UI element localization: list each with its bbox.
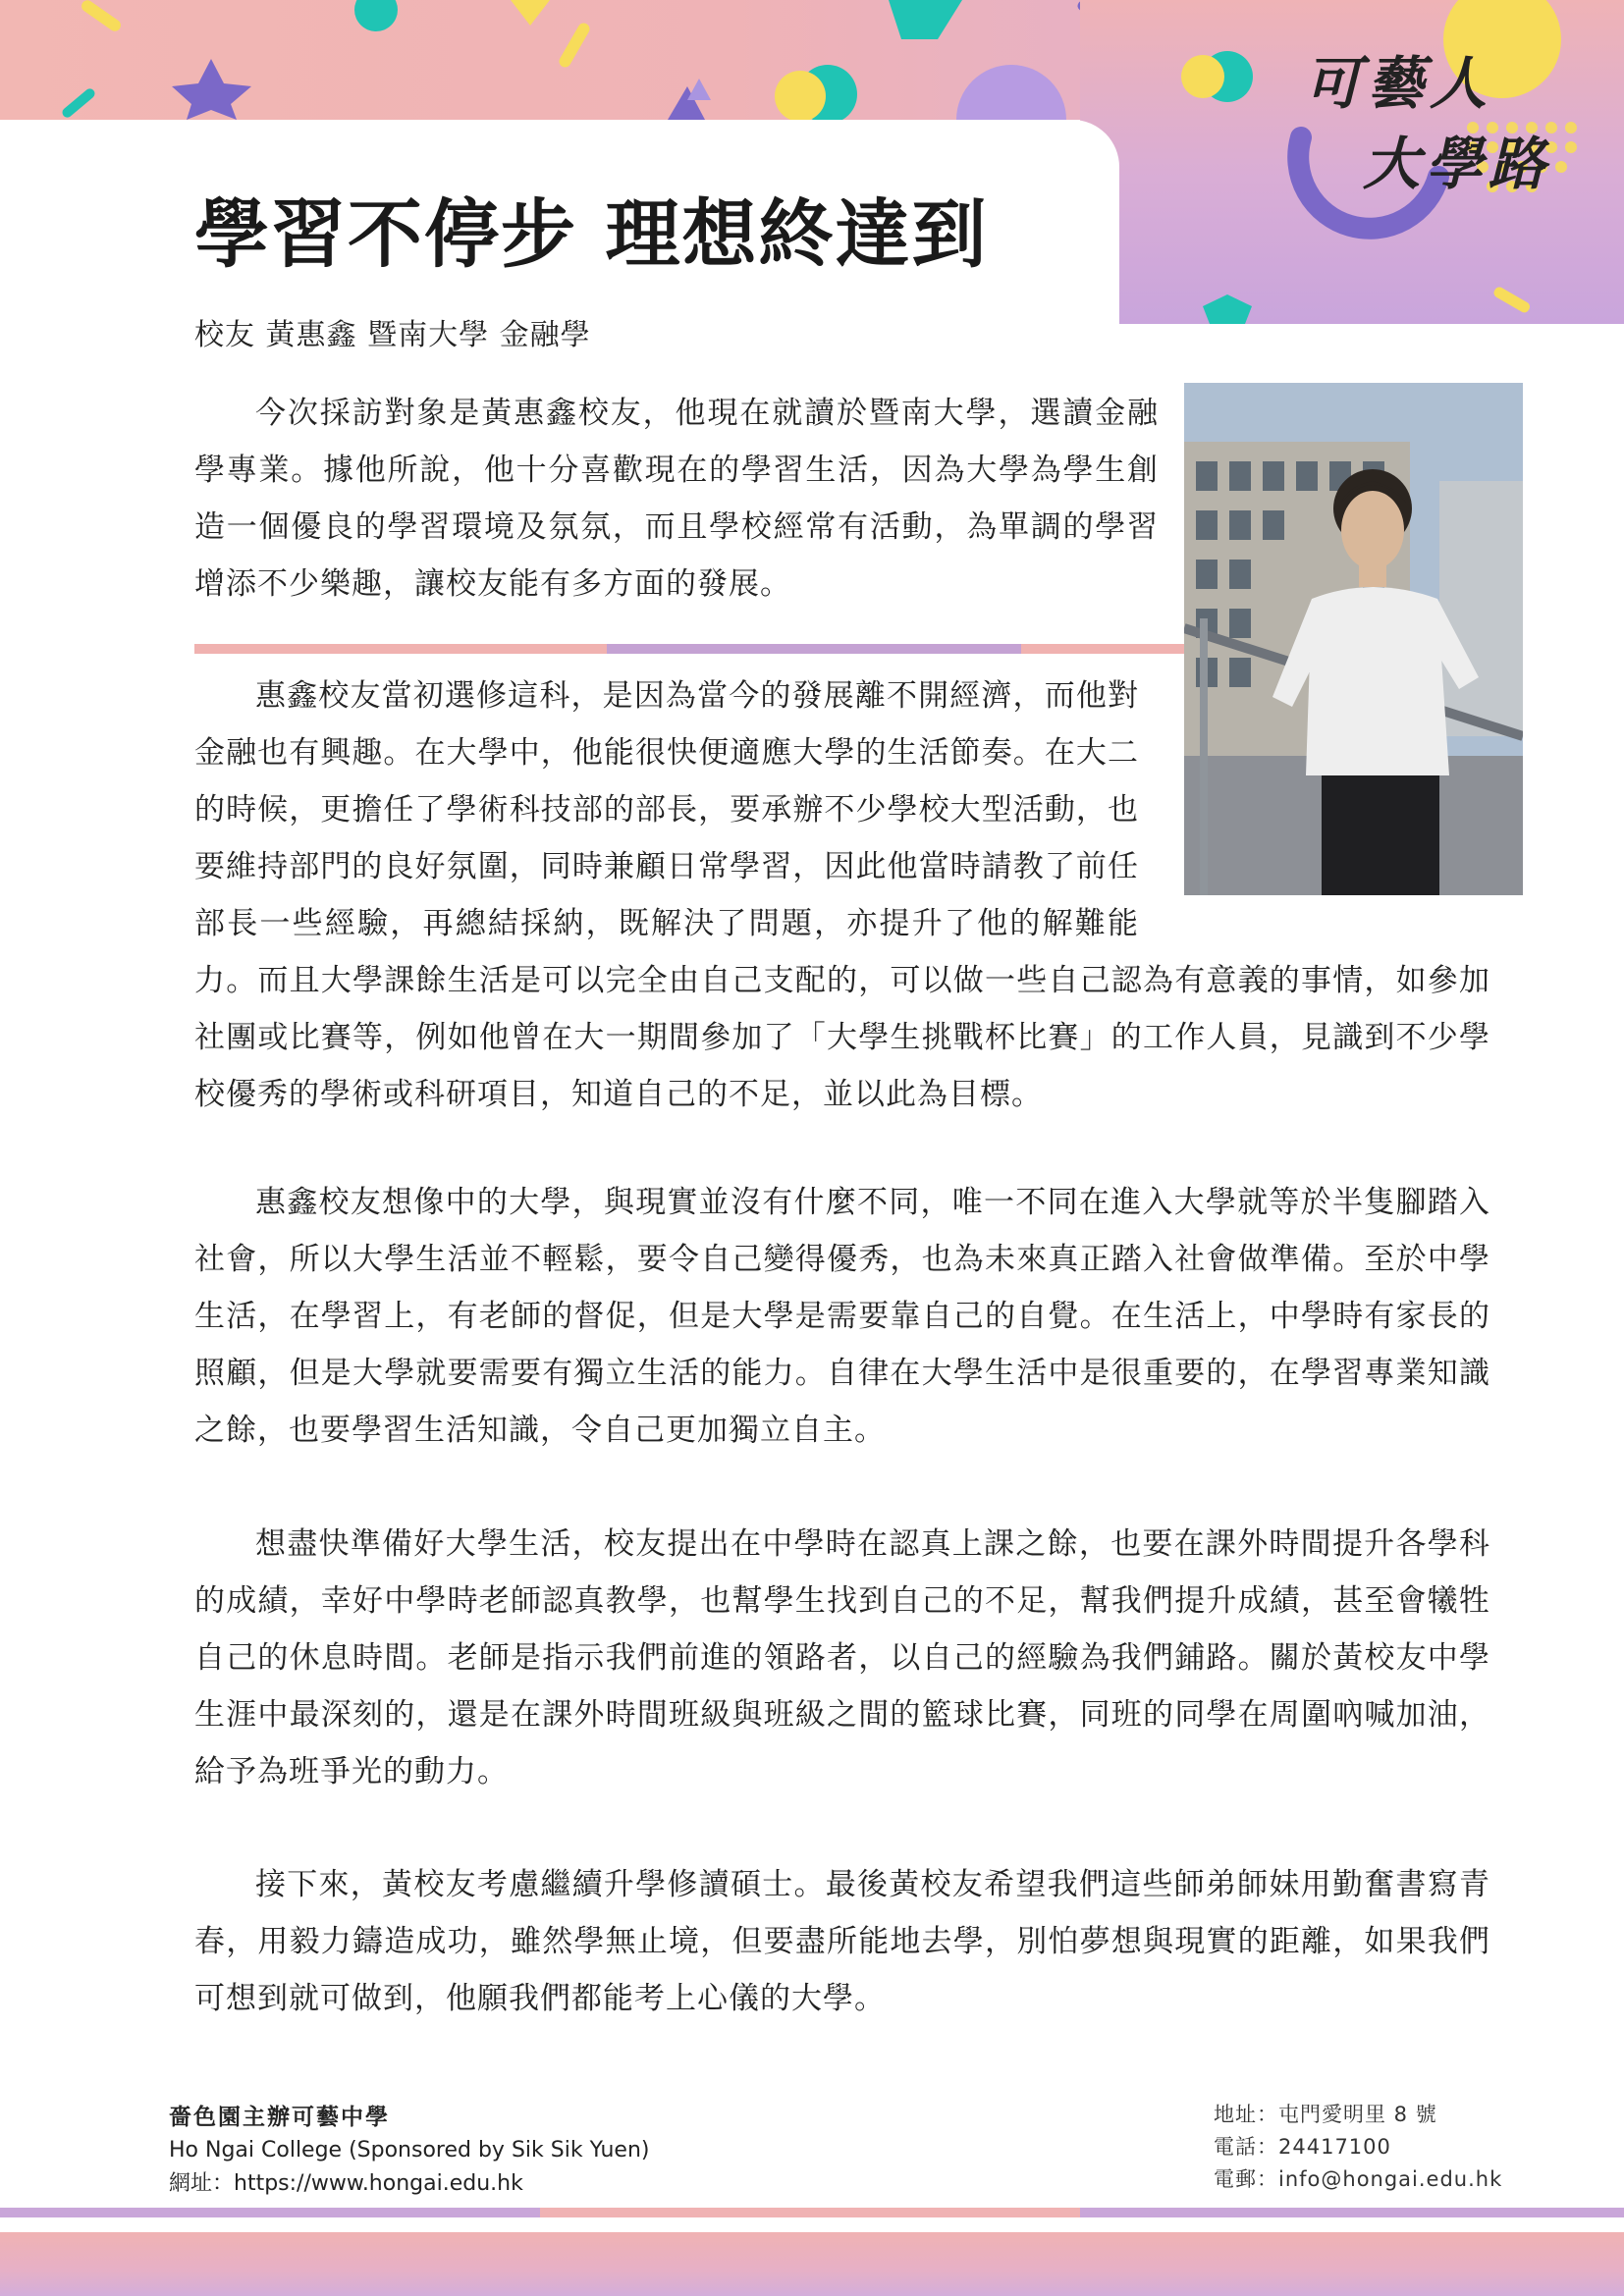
paragraph-4: 想盡快準備好大學生活，校友提出在中學時在認真上課之餘，也要在課外時間提升各學科的成績，幸好中學時老師認真教學，也幫學生找到自己的不足，幫我們提升成績，甚至會犧牲自己的休息時間。老師是指示我們前進的領路者，以自己的經驗為我們鋪路。關於黃校友中學生涯中最深刻的，還是在課外時間班級與班級之間的籃球比賽，同班的同學在周圍吶喊加油，給予為班爭光的動力。 [194, 1526, 1490, 1789]
footer-address: 地址：屯門愛明里 8 號 [1214, 2103, 1437, 2126]
paragraph-2: 惠鑫校友當初選修這科，是因為當今的發展離不開經濟，而他對金融也有興趣。在大學中，他能很快便適應大學的生活節奏。在大二的時候，更擔任了學術科技部的部長，要承辦不少學校大型活動，也要維持部門的良好氛圍，同時兼顧日常學習，因此他當時請教了前任部長一些經驗，再總結採納，既解決了問題，亦提升了他的解難能力。而且大學課餘生活是可以完全由自己支配的，可以做一些自己認為有意義的事情，如參加社團或比賽等，例如他曾在大一期間參加了「大學生挑戰杯比賽」的工作人員，見識到不少學校優秀的學術或科研項目，知道自己的不足，並以此為目標。 [194, 678, 1490, 1112]
section-divider [194, 644, 1184, 654]
footer-email[interactable]: 電郵：info@hongai.edu.hk [1214, 2167, 1503, 2191]
logo-text-line2: 大學路 [1363, 131, 1552, 197]
logo-text-line1: 可藝人 [1304, 50, 1493, 117]
footer-phone: 電話：24417100 [1214, 2135, 1391, 2159]
footer-website[interactable]: 網址：https://www.hongai.edu.hk [169, 2171, 523, 2196]
footer-contact-info [1214, 2099, 1502, 2196]
footer-school-info [169, 2101, 650, 2201]
logo [1294, 27, 1589, 204]
photo-float-spacer [1157, 667, 1490, 952]
footer-band [0, 2232, 1624, 2296]
article-subtitle: 校友 黃惠鑫 暨南大學 金融學 [194, 318, 591, 352]
paragraph-1: 今次採訪對象是黃惠鑫校友，他現在就讀於暨南大學，選讀金融學專業。據他所說，他十分喜歡現在的學習生活，因為大學為學生創造一個優良的學習環境及氛氛，而且學校經常有活動，為單調的學習增添不少樂趣，讓校友能有多方面的發展。 [194, 396, 1159, 602]
paragraph-3: 惠鑫校友想像中的大學，與現實並沒有什麼不同，唯一不同在進入大學就等於半隻腳踏入社會，所以大學生活並不輕鬆，要令自己變得優秀，也為未來真正踏入社會做準備。至於中學生活，在學習上，有老師的督促，但是大學是需要靠自己的自覺。在生活上，中學時有家長的照顧，但是大學就要需要有獨立生活的能力。自律在大學生活中是很重要的，在學習專業知識之餘，也要學習生活知識，令自己更加獨立自主。 [194, 1185, 1490, 1448]
paragraph-5: 接下來，黃校友考慮繼續升學修讀碩士。最後黃校友希望我們這些師弟師妹用勤奮書寫青春，用毅力鑄造成功，雖然學無止境，但要盡所能地去學，別怕夢想與現實的距離，如果我們可想到就可做到，他願我們都能考上心儀的大學。 [194, 1867, 1490, 2016]
footer-org-name: 嗇色園主辦可藝中學 [169, 2105, 390, 2130]
footer-stripe [0, 2208, 1624, 2217]
paragraph-2-wrap [194, 667, 1490, 1123]
article-title: 學習不停步 理想終達到 [194, 190, 989, 278]
footer-org-english: Ho Ngai College (Sponsored by Sik Sik Yuen) [169, 2138, 650, 2163]
